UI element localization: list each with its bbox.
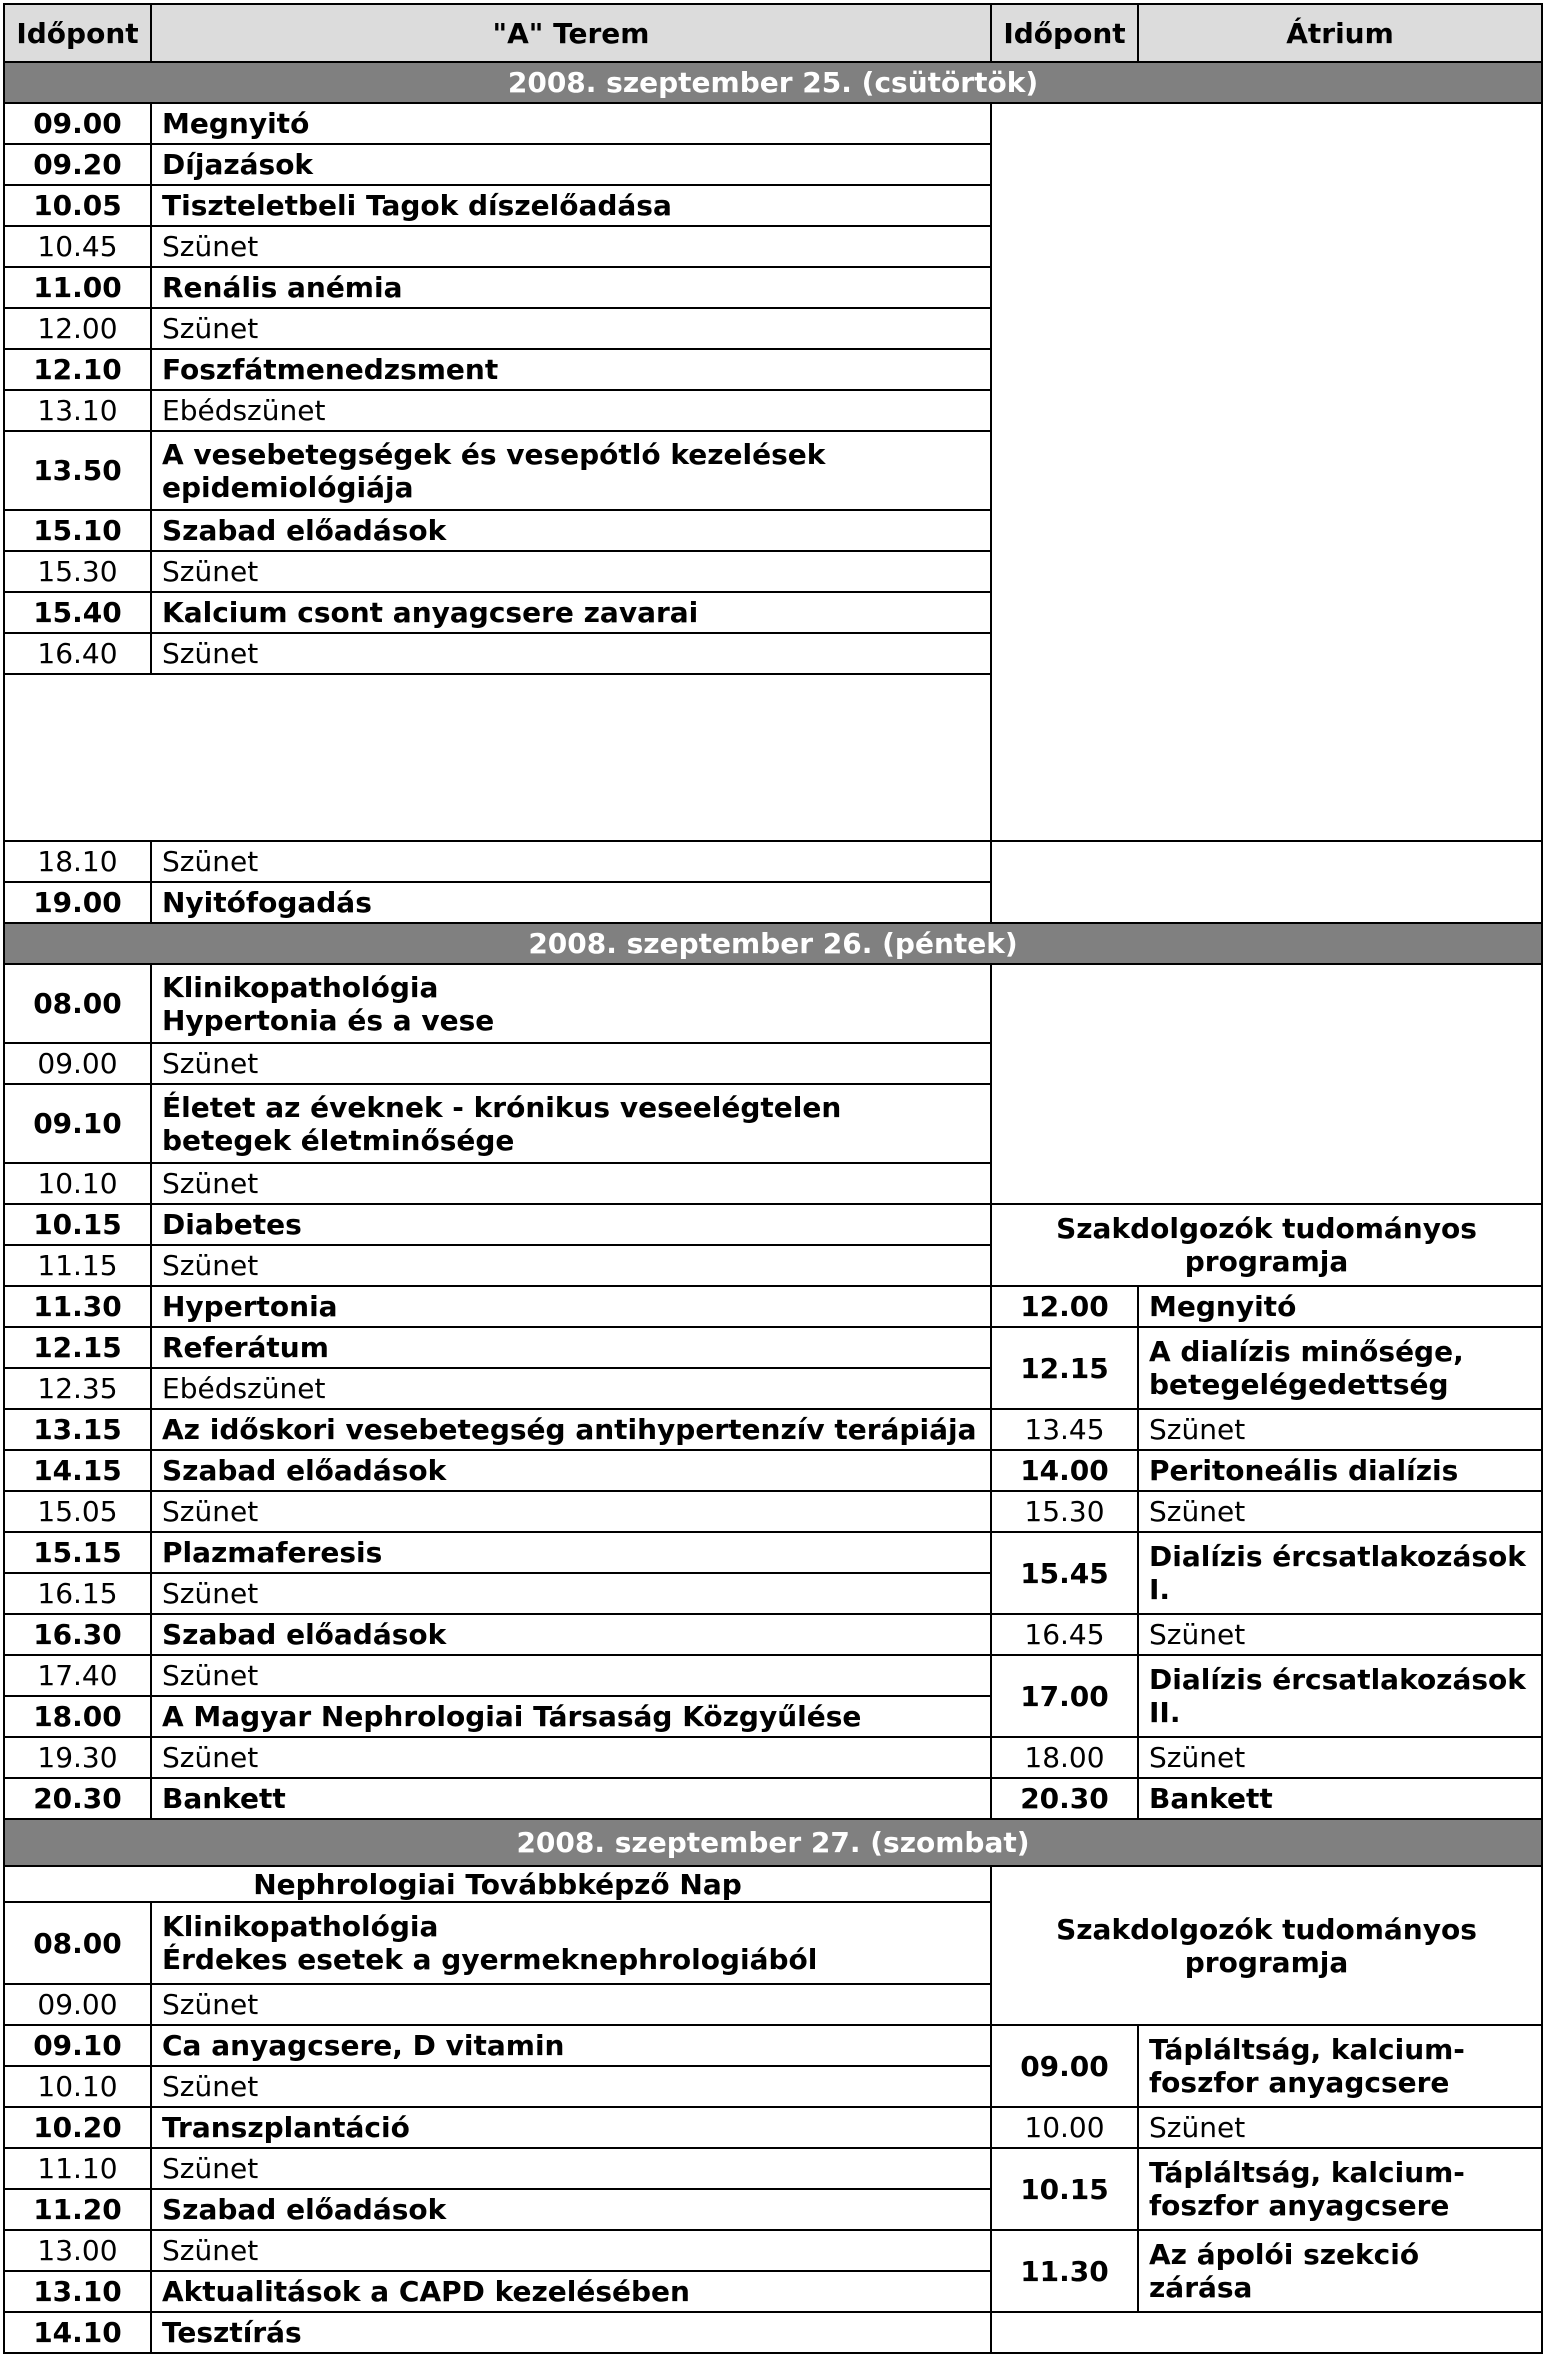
room-a-time: 12.00 [4,308,151,349]
atrium-time: 18.00 [991,1737,1138,1778]
schedule-row [4,2025,1542,2066]
room-a-session: Szünet [151,308,991,349]
day-header-row [4,923,1542,964]
room-a-time: 09.00 [4,1984,151,2025]
empty-cell [991,841,1542,923]
room-a-time: 08.00 [4,964,151,1043]
atrium-program-title: Szakdolgozók tudományos programja [991,1204,1542,1286]
room-a-time: 10.45 [4,226,151,267]
room-a-session: Szünet [151,633,991,674]
empty-cell [991,2312,1542,2353]
room-a-time: 12.10 [4,349,151,390]
room-a-time: 09.00 [4,103,151,144]
day-header: 2008. szeptember 27. (szombat) [4,1819,1542,1866]
room-a-time: 09.10 [4,1084,151,1163]
day-header-row [4,1819,1542,1866]
room-a-time: 20.30 [4,1778,151,1819]
empty-cell [991,964,1542,1204]
room-a-session: Renális anémia [151,267,991,308]
header-room-a: "A" Terem [151,4,991,62]
room-a-time: 13.10 [4,2271,151,2312]
schedule-row [4,1655,1542,1696]
room-a-session: Bankett [151,1778,991,1819]
schedule-row [4,2312,1542,2353]
room-a-time: 08.00 [4,1902,151,1984]
atrium-session: Az ápolói szekció zárása [1138,2230,1542,2312]
room-a-time: 13.00 [4,2230,151,2271]
room-a-time: 17.40 [4,1655,151,1696]
room-a-time: 13.50 [4,431,151,510]
room-a-time: 09.00 [4,1043,151,1084]
track-title: Nephrologiai Továbbképző Nap [4,1866,991,1902]
schedule-row [4,1614,1542,1655]
room-a-time: 18.00 [4,1696,151,1737]
schedule-row [4,1450,1542,1491]
room-a-time: 09.10 [4,2025,151,2066]
atrium-time: 14.00 [991,1450,1138,1491]
room-a-session: Ca anyagcsere, D vitamin [151,2025,991,2066]
room-a-session: Kalcium csont anyagcsere zavarai [151,592,991,633]
room-a-session: Életet az éveknek - krónikus veseelégtelen betegek életminősége [151,1084,991,1163]
room-a-time: 11.00 [4,267,151,308]
room-a-time: 14.15 [4,1450,151,1491]
schedule-row [4,841,1542,882]
room-a-session: Szünet [151,2230,991,2271]
atrium-time: 09.00 [991,2025,1138,2107]
room-a-time: 13.15 [4,1409,151,1450]
room-a-session: Szünet [151,1737,991,1778]
atrium-session: Tápláltság, kalcium-foszfor anyagcsere [1138,2025,1542,2107]
room-a-session: Ebédszünet [151,1368,991,1409]
header-time-a: Időpont [4,4,151,62]
room-a-session: Szünet [151,1245,991,1286]
room-a-session: Diabetes [151,1204,991,1245]
header-time-b: Időpont [991,4,1138,62]
schedule-row [4,1532,1542,1573]
room-a-session: Tesztírás [151,2312,991,2353]
atrium-session: Szünet [1138,1409,1542,1450]
room-a-time: 19.30 [4,1737,151,1778]
header-row [4,4,1542,62]
atrium-session: Peritoneális dialízis [1138,1450,1542,1491]
schedule-row [4,2148,1542,2189]
atrium-session: Szünet [1138,1614,1542,1655]
atrium-time: 16.45 [991,1614,1138,1655]
room-a-time: 12.15 [4,1327,151,1368]
atrium-session: Szünet [1138,2107,1542,2148]
atrium-session: Bankett [1138,1778,1542,1819]
atrium-session: Dialízis ércsatlakozások I. [1138,1532,1542,1614]
atrium-time: 15.30 [991,1491,1138,1532]
room-a-session: Aktualitások a CAPD kezelésében [151,2271,991,2312]
room-a-session: Szünet [151,551,991,592]
atrium-time: 12.15 [991,1327,1138,1409]
room-a-time: 11.10 [4,2148,151,2189]
day-header: 2008. szeptember 25. (csütörtök) [4,62,1542,103]
room-a-session: Szünet [151,1491,991,1532]
room-a-time: 10.15 [4,1204,151,1245]
room-a-session: A vesebetegségek és vesepótló kezelések epidemiológiája [151,431,991,510]
room-a-time: 10.10 [4,2066,151,2107]
room-a-time: 15.40 [4,592,151,633]
room-a-session: Az időskori vesebetegség antihypertenzív terápiája [151,1409,991,1450]
room-a-time: 15.05 [4,1491,151,1532]
room-a-time: 10.20 [4,2107,151,2148]
room-a-session: Díjazások [151,144,991,185]
room-a-session: Szabad előadások [151,1450,991,1491]
schedule-row [4,1204,1542,1245]
room-a-session: Szabad előadások [151,2189,991,2230]
room-a-time: 15.30 [4,551,151,592]
schedule-row [4,2230,1542,2271]
header-room-b: Átrium [1138,4,1542,62]
room-a-time: 16.15 [4,1573,151,1614]
room-a-session: Szünet [151,1655,991,1696]
schedule-row [4,1409,1542,1450]
room-a-session: Megnyitó [151,103,991,144]
schedule-row [4,1866,1542,1902]
room-a-session: Szünet [151,1163,991,1204]
room-a-session: Szabad előadások [151,1614,991,1655]
atrium-time: 10.00 [991,2107,1138,2148]
room-a-session: Hypertonia [151,1286,991,1327]
room-a-session: Foszfátmenedzsment [151,349,991,390]
atrium-session: Szünet [1138,1737,1542,1778]
empty-cell [4,674,991,841]
room-a-time: 14.10 [4,2312,151,2353]
room-a-session: Ebédszünet [151,390,991,431]
room-a-session: Tiszteletbeli Tagok díszelőadása [151,185,991,226]
room-a-session: Szünet [151,841,991,882]
empty-cell [991,103,1542,841]
room-a-session: Nyitófogadás [151,882,991,923]
schedule-row [4,103,1542,144]
room-a-session: Szünet [151,1043,991,1084]
room-a-time: 16.40 [4,633,151,674]
room-a-session: A Magyar Nephrologiai Társaság Közgyűlése [151,1696,991,1737]
atrium-session: Dialízis ércsatlakozások II. [1138,1655,1542,1737]
room-a-time: 16.30 [4,1614,151,1655]
room-a-time: 11.30 [4,1286,151,1327]
room-a-session: Plazmaferesis [151,1532,991,1573]
atrium-session: Tápláltság, kalcium-foszfor anyagcsere [1138,2148,1542,2230]
room-a-session: Szünet [151,1573,991,1614]
schedule-body [4,62,1542,2353]
room-a-session: Referátum [151,1327,991,1368]
atrium-time: 13.45 [991,1409,1138,1450]
room-a-session: Szabad előadások [151,510,991,551]
room-a-session: Klinikopathológia Érdekes esetek a gyermeknephrologiából [151,1902,991,1984]
room-a-time: 10.10 [4,1163,151,1204]
room-a-time: 09.20 [4,144,151,185]
schedule-table [3,3,1543,2354]
room-a-time: 18.10 [4,841,151,882]
atrium-time: 20.30 [991,1778,1138,1819]
atrium-session: Megnyitó [1138,1286,1542,1327]
room-a-time: 11.20 [4,2189,151,2230]
schedule-row [4,2107,1542,2148]
atrium-time: 12.00 [991,1286,1138,1327]
room-a-session: Szünet [151,2148,991,2189]
schedule-row [4,1778,1542,1819]
schedule-row [4,1286,1542,1327]
room-a-time: 15.15 [4,1532,151,1573]
schedule-row [4,1327,1542,1368]
room-a-time: 12.35 [4,1368,151,1409]
room-a-time: 19.00 [4,882,151,923]
schedule-row [4,1737,1542,1778]
atrium-session: Szünet [1138,1491,1542,1532]
room-a-time: 15.10 [4,510,151,551]
atrium-session: A dialízis minősége, betegelégedettség [1138,1327,1542,1409]
room-a-session: Szünet [151,226,991,267]
atrium-program-title: Szakdolgozók tudományos programja [991,1866,1542,2025]
atrium-time: 15.45 [991,1532,1138,1614]
schedule-row [4,964,1542,1043]
room-a-session: Szünet [151,2066,991,2107]
room-a-session: Klinikopathológia Hypertonia és a vese [151,964,991,1043]
day-header: 2008. szeptember 26. (péntek) [4,923,1542,964]
schedule-row [4,1491,1542,1532]
atrium-time: 17.00 [991,1655,1138,1737]
room-a-time: 13.10 [4,390,151,431]
room-a-time: 10.05 [4,185,151,226]
room-a-session: Transzplantáció [151,2107,991,2148]
room-a-time: 11.15 [4,1245,151,1286]
room-a-session: Szünet [151,1984,991,2025]
atrium-time: 11.30 [991,2230,1138,2312]
atrium-time: 10.15 [991,2148,1138,2230]
day-header-row [4,62,1542,103]
